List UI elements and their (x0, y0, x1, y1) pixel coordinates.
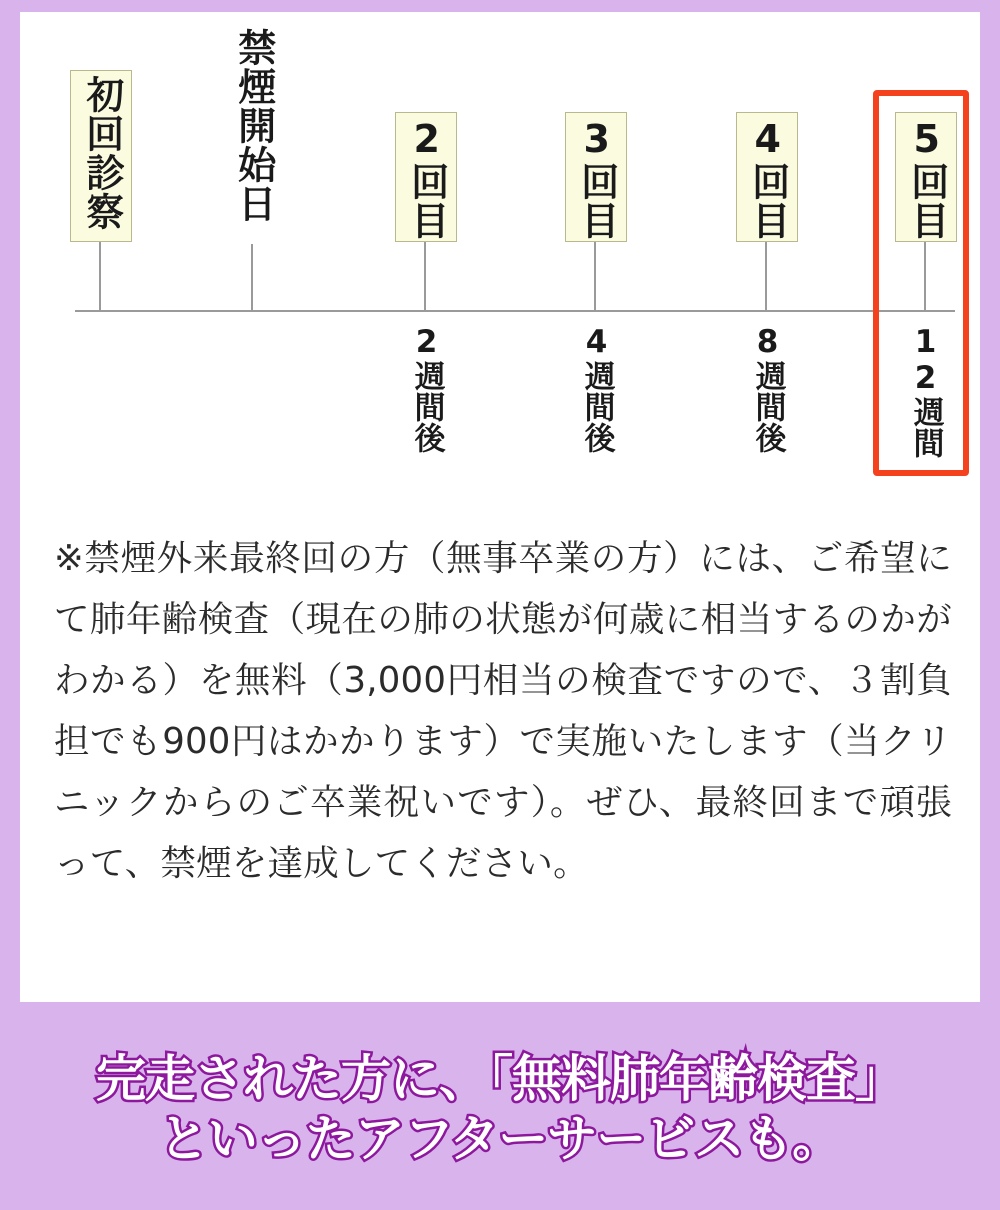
timeline-node-visit-3-sublabel-wrap (563, 324, 629, 484)
timeline-node-visit-3-label: 3回目 (574, 117, 619, 240)
timeline-node-visit-3-stem (594, 242, 596, 312)
timeline-axis (75, 310, 955, 312)
treatment-timeline-diagram (20, 12, 980, 492)
timeline-node-visit-4-label: 4回目 (745, 117, 790, 240)
timeline-node-visit-3-box (565, 112, 627, 242)
timeline-node-visit-4-sublabel-wrap (734, 324, 800, 484)
timeline-node-visit-2-sublabel: 2週間後 (408, 324, 445, 453)
timeline-node-quit-start-text (222, 28, 284, 242)
timeline-node-visit-2-sublabel-wrap (393, 324, 459, 484)
body-paragraph: ※禁煙外来最終回の方（無事卒業の方）には、ご希望にて肺年齢検査（現在の肺の状態が何歳に相当するのかがわかる）を無料（3,000円相当の検査ですので、３割負担でも900円はかかります）で実施いたします（当クリニックからのご卒業祝いです）。ぜひ、最終回まで頑張って、禁煙を達成してください。 (54, 537, 952, 884)
timeline-node-visit-4-box (736, 112, 798, 242)
timeline-node-visit-5-label: 5回目 (904, 117, 949, 240)
timeline-node-initial-label: 初回診察 (79, 75, 124, 231)
final-visit-highlight-frame (873, 90, 969, 476)
timeline-node-visit-5-sublabel: 12週間 (907, 324, 944, 458)
promo-banner (0, 1008, 1000, 1210)
timeline-node-visit-3-sublabel: 4週間後 (578, 324, 615, 453)
timeline-node-visit-2-box (395, 112, 457, 242)
timeline-node-initial-box (70, 70, 132, 242)
timeline-node-quit-start-stem (251, 244, 253, 312)
timeline-node-visit-2-stem (424, 242, 426, 312)
timeline-node-quit-start-label: 禁煙開始日 (231, 28, 276, 223)
timeline-node-visit-2-label: 2回目 (404, 117, 449, 240)
timeline-node-initial-stem (99, 242, 101, 312)
timeline-node-visit-4-stem (765, 242, 767, 312)
promo-banner-line-2: といったアフターサービスも。 (158, 1110, 842, 1168)
content-card (20, 12, 980, 1002)
timeline-node-visit-4-sublabel: 8週間後 (749, 324, 786, 453)
promo-banner-line-1: 完走された方に、「無料肺年齢検査」 (96, 1050, 904, 1108)
